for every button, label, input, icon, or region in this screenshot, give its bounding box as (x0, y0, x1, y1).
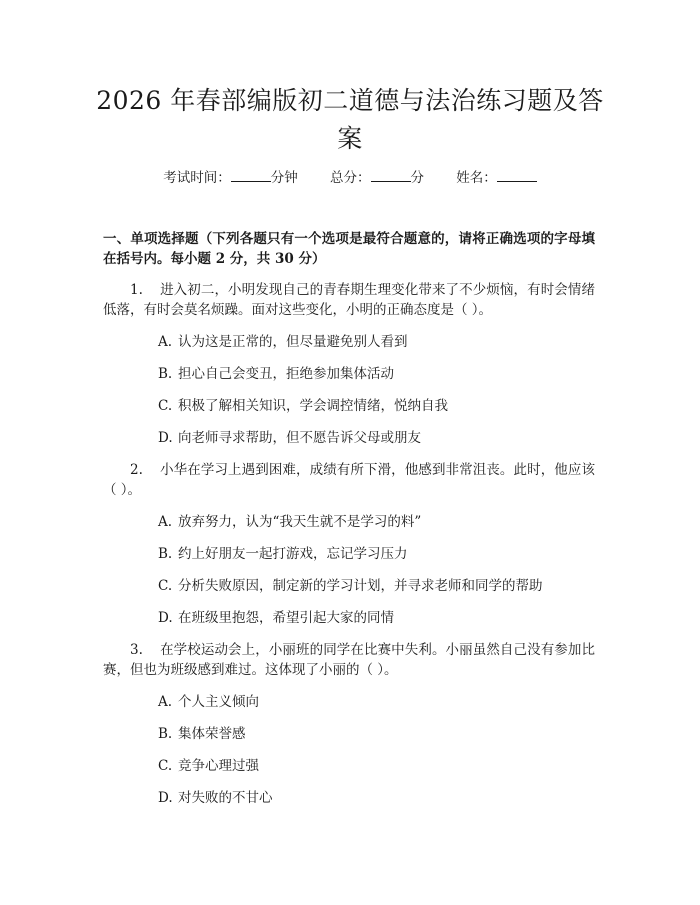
option-letter: D. (158, 790, 173, 806)
option-3b (158, 724, 246, 744)
question-3 (103, 640, 595, 680)
question-number: 3. (130, 642, 143, 658)
total-score-unit: 分 (410, 170, 424, 186)
option-letter: B. (158, 366, 173, 382)
option-text: 认为这是正常的，但尽量避免别人看到 (178, 334, 408, 350)
question-text: 进入初二，小明发现自己的青春期生理变化带来了不少烦恼，有时会情绪低落，有时会莫名烦躁。面对这些变化，小明的正确态度是（ ）。 (103, 282, 595, 318)
option-text: 集体荣誉感 (178, 726, 246, 742)
option-letter: B. (158, 546, 173, 562)
option-1b (158, 364, 394, 384)
name-field (456, 170, 537, 186)
option-text: 分析失败原因，制定新的学习计划，并寻求老师和同学的帮助 (178, 578, 543, 594)
option-1a (158, 332, 408, 352)
exam-time-label: 考试时间： (163, 170, 231, 186)
option-letter: C. (158, 578, 173, 594)
name-label: 姓名： (456, 170, 497, 186)
option-text: 积极了解相关知识，学会调控情绪，悦纳自我 (178, 398, 448, 414)
question-1 (103, 280, 595, 320)
option-text: 个人主义倾向 (178, 694, 259, 710)
option-1c (158, 396, 448, 416)
option-2d (158, 608, 394, 628)
option-letter: D. (158, 430, 173, 446)
option-letter: B. (158, 726, 173, 742)
option-letter: A. (158, 694, 173, 710)
document-title: 2026 年春部编版初二道德与法治练习题及答案 (96, 86, 604, 153)
option-letter: C. (158, 758, 173, 774)
option-3d (158, 788, 273, 808)
option-text: 对失败的不甘心 (178, 790, 273, 806)
exam-info-line (0, 168, 700, 188)
section-heading: 一、单项选择题（下列各题只有一个选项是最符合题意的，请将正确选项的字母填在括号内。每小题 2 分，共 30 分） (103, 231, 595, 267)
option-letter: A. (158, 334, 173, 350)
option-text: 约上好朋友一起打游戏，忘记学习压力 (178, 546, 408, 562)
total-score-label: 总分： (330, 170, 371, 186)
name-blank (497, 169, 537, 182)
option-letter: C. (158, 398, 173, 414)
option-text: 向老师寻求帮助，但不愿告诉父母或朋友 (178, 430, 421, 446)
option-2c (158, 576, 543, 596)
option-2a (158, 512, 421, 532)
option-text: 担心自己会变丑，拒绝参加集体活动 (178, 366, 394, 382)
exam-time-unit: 分钟 (270, 170, 298, 186)
option-text: 竞争心理过强 (178, 758, 259, 774)
option-text: 在班级里抱怨，希望引起大家的同情 (178, 610, 394, 626)
question-number: 1. (130, 282, 143, 298)
question-2 (103, 460, 595, 500)
question-text: 在学校运动会上，小丽班的同学在比赛中失利。小丽虽然自己没有参加比赛，但也为班级感到难过。这体现了小丽的（ ）。 (103, 642, 595, 678)
option-text: 放弃努力，认为“我天生就不是学习的料” (178, 514, 422, 530)
total-score-blank (371, 169, 411, 182)
exam-time-blank (231, 169, 271, 182)
option-letter: A. (158, 514, 173, 530)
exam-time-field (163, 170, 302, 186)
question-number: 2. (130, 462, 143, 478)
option-2b (158, 544, 408, 564)
option-3c (158, 756, 259, 776)
option-3a (158, 692, 259, 712)
total-score-field (330, 170, 428, 186)
option-letter: D. (158, 610, 173, 626)
option-1d (158, 428, 421, 448)
question-text: 小华在学习上遇到困难，成绩有所下滑，他感到非常沮丧。此时，他应该（ ）。 (103, 462, 595, 498)
